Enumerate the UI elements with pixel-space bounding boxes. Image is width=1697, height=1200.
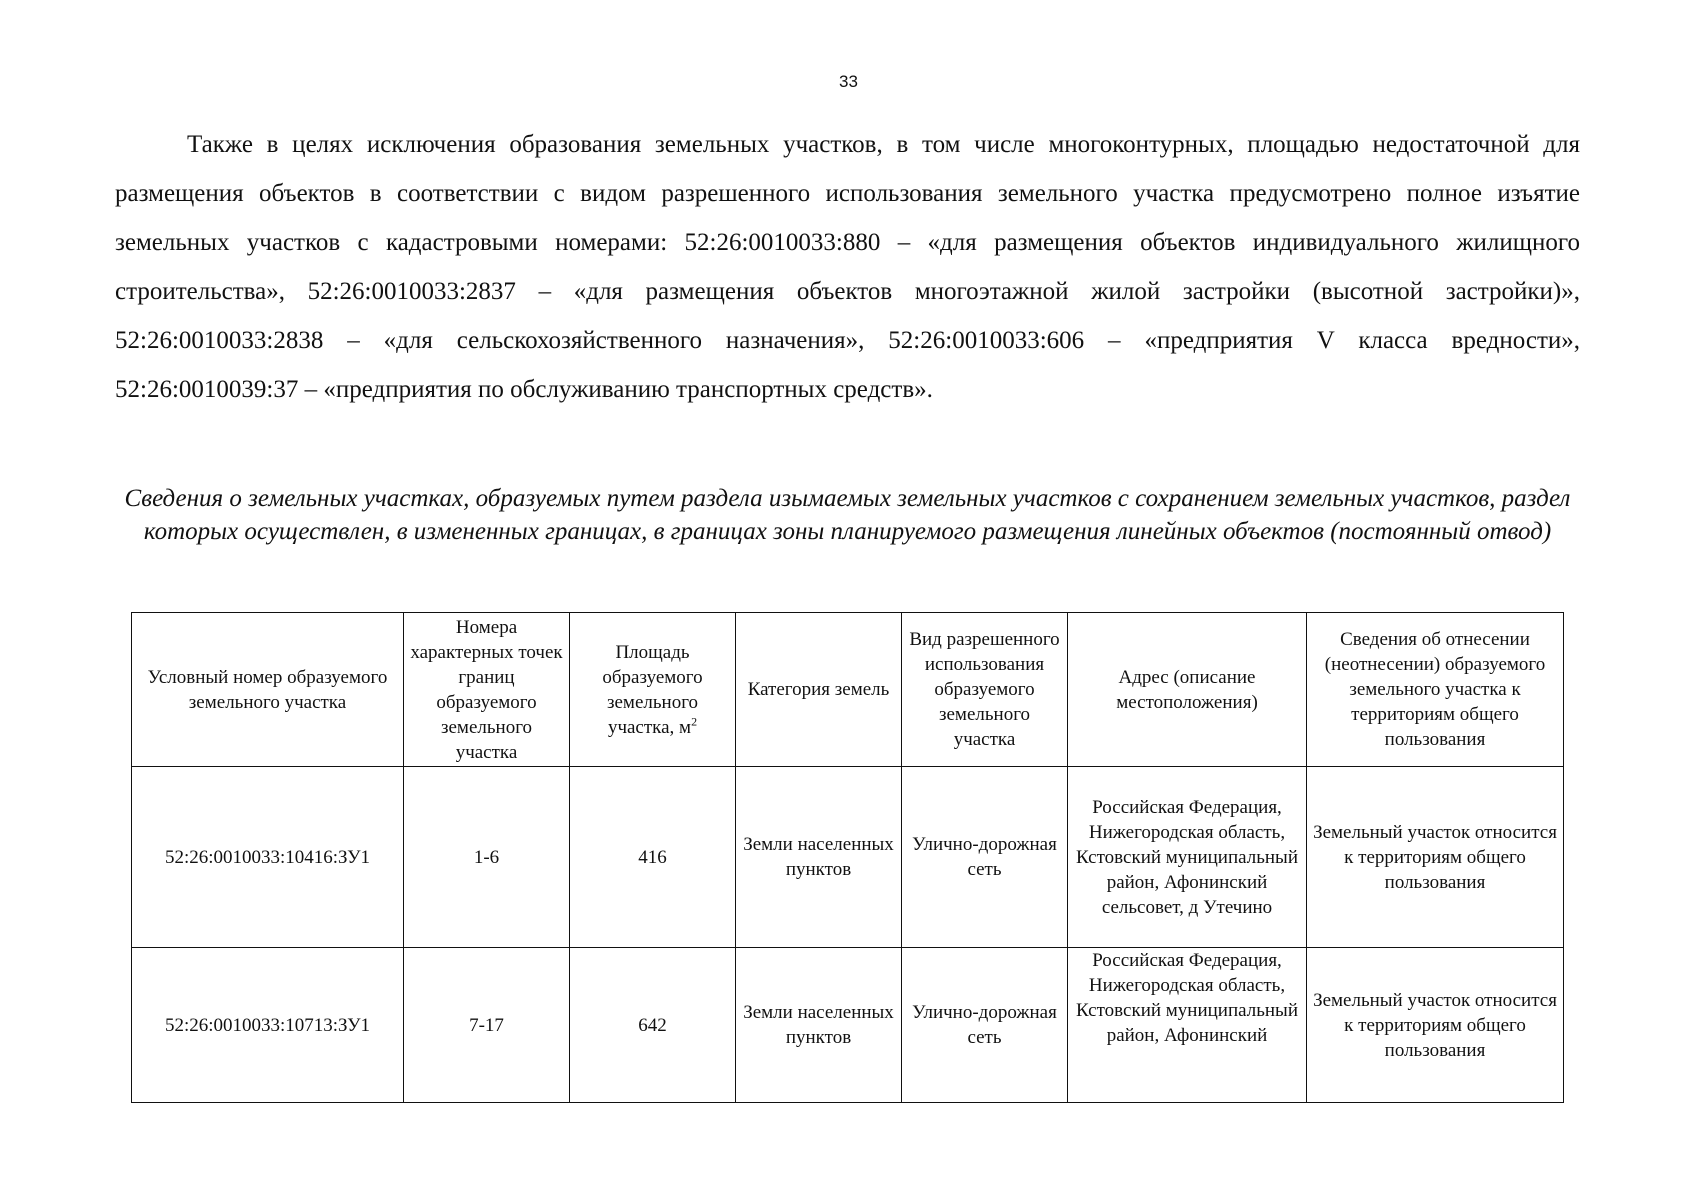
cell-address: Российская Федерация, Нижегородская область, Кстовский муниципальный район, Афонинский сельсовет, д Утечино <box>1068 767 1307 948</box>
cell-land-category: Земли населенных пунктов <box>736 948 902 1103</box>
header-permitted-use: Вид разрешенного использования образуемого земельного участка <box>902 613 1068 767</box>
cell-boundary-points: 7-17 <box>404 948 570 1103</box>
cell-boundary-points: 1-6 <box>404 767 570 948</box>
header-address: Адрес (описание местоположения) <box>1068 613 1307 767</box>
header-public-territory: Сведения об отнесении (неотнесении) образуемого земельного участка к территориям общего пользования <box>1307 613 1564 767</box>
cell-permitted-use: Улично-дорожная сеть <box>902 948 1068 1103</box>
cell-conditional-number: 52:26:0010033:10713:ЗУ1 <box>132 948 404 1103</box>
cell-conditional-number: 52:26:0010033:10416:ЗУ1 <box>132 767 404 948</box>
header-area-label: Площадь образуемого земельного участка, м <box>602 641 703 738</box>
cell-address: Российская Федерация, Нижегородская область, Кстовский муниципальный район, Афонинский <box>1068 948 1307 1103</box>
cell-area: 642 <box>570 948 736 1103</box>
body-paragraph: Также в целях исключения образования земельных участков, в том числе многоконтурных, площадью недостаточной для размещения объектов в соответствии с видом разрешенного использования земельного участка предусмотрено полное изъятие земельных участков с кадастровыми номерами: 52:26:0010033:880 – «для размещения объектов индивидуального жилищного строительства», 52:26:0010033:2837 – «для размещения объектов многоэтажной жилой застройки (высотной застройки)», 52:26:0010033:2838 – «для сельскохозяйственного назначения», 52:26:0010033:606 – «предприятия V класса вредности», 52:26:0010039:37 – «предприятия по обслуживанию транспортных средств». <box>115 131 1580 403</box>
table-caption: Сведения о земельных участках, образуемых путем раздела изымаемых земельных участков с сохранением земельных участков, раздел которых осуществлен, в измененных границах, в границах зоны планируемого размещения линейных объектов (постоянный отвод) <box>124 485 1571 545</box>
cell-public-territory: Земельный участок относится к территориям общего пользования <box>1307 767 1564 948</box>
header-land-category: Категория земель <box>736 613 902 767</box>
table-row <box>132 948 1564 1103</box>
cell-public-territory: Земельный участок относится к территориям общего пользования <box>1307 948 1564 1103</box>
cell-land-category: Земли населенных пунктов <box>736 767 902 948</box>
page-number: 33 <box>839 72 858 91</box>
table-row <box>132 767 1564 948</box>
table-header-row <box>132 613 1564 767</box>
land-plots-table-container <box>131 612 1563 1103</box>
header-boundary-points: Номера характерных точек границ образуемого земельного участка <box>404 613 570 767</box>
land-plots-table <box>131 612 1564 1103</box>
cell-permitted-use: Улично-дорожная сеть <box>902 767 1068 948</box>
cell-area: 416 <box>570 767 736 948</box>
header-conditional-number: Условный номер образуемого земельного участка <box>132 613 404 767</box>
header-area <box>570 613 736 767</box>
header-area-unit-power: 2 <box>691 714 698 729</box>
